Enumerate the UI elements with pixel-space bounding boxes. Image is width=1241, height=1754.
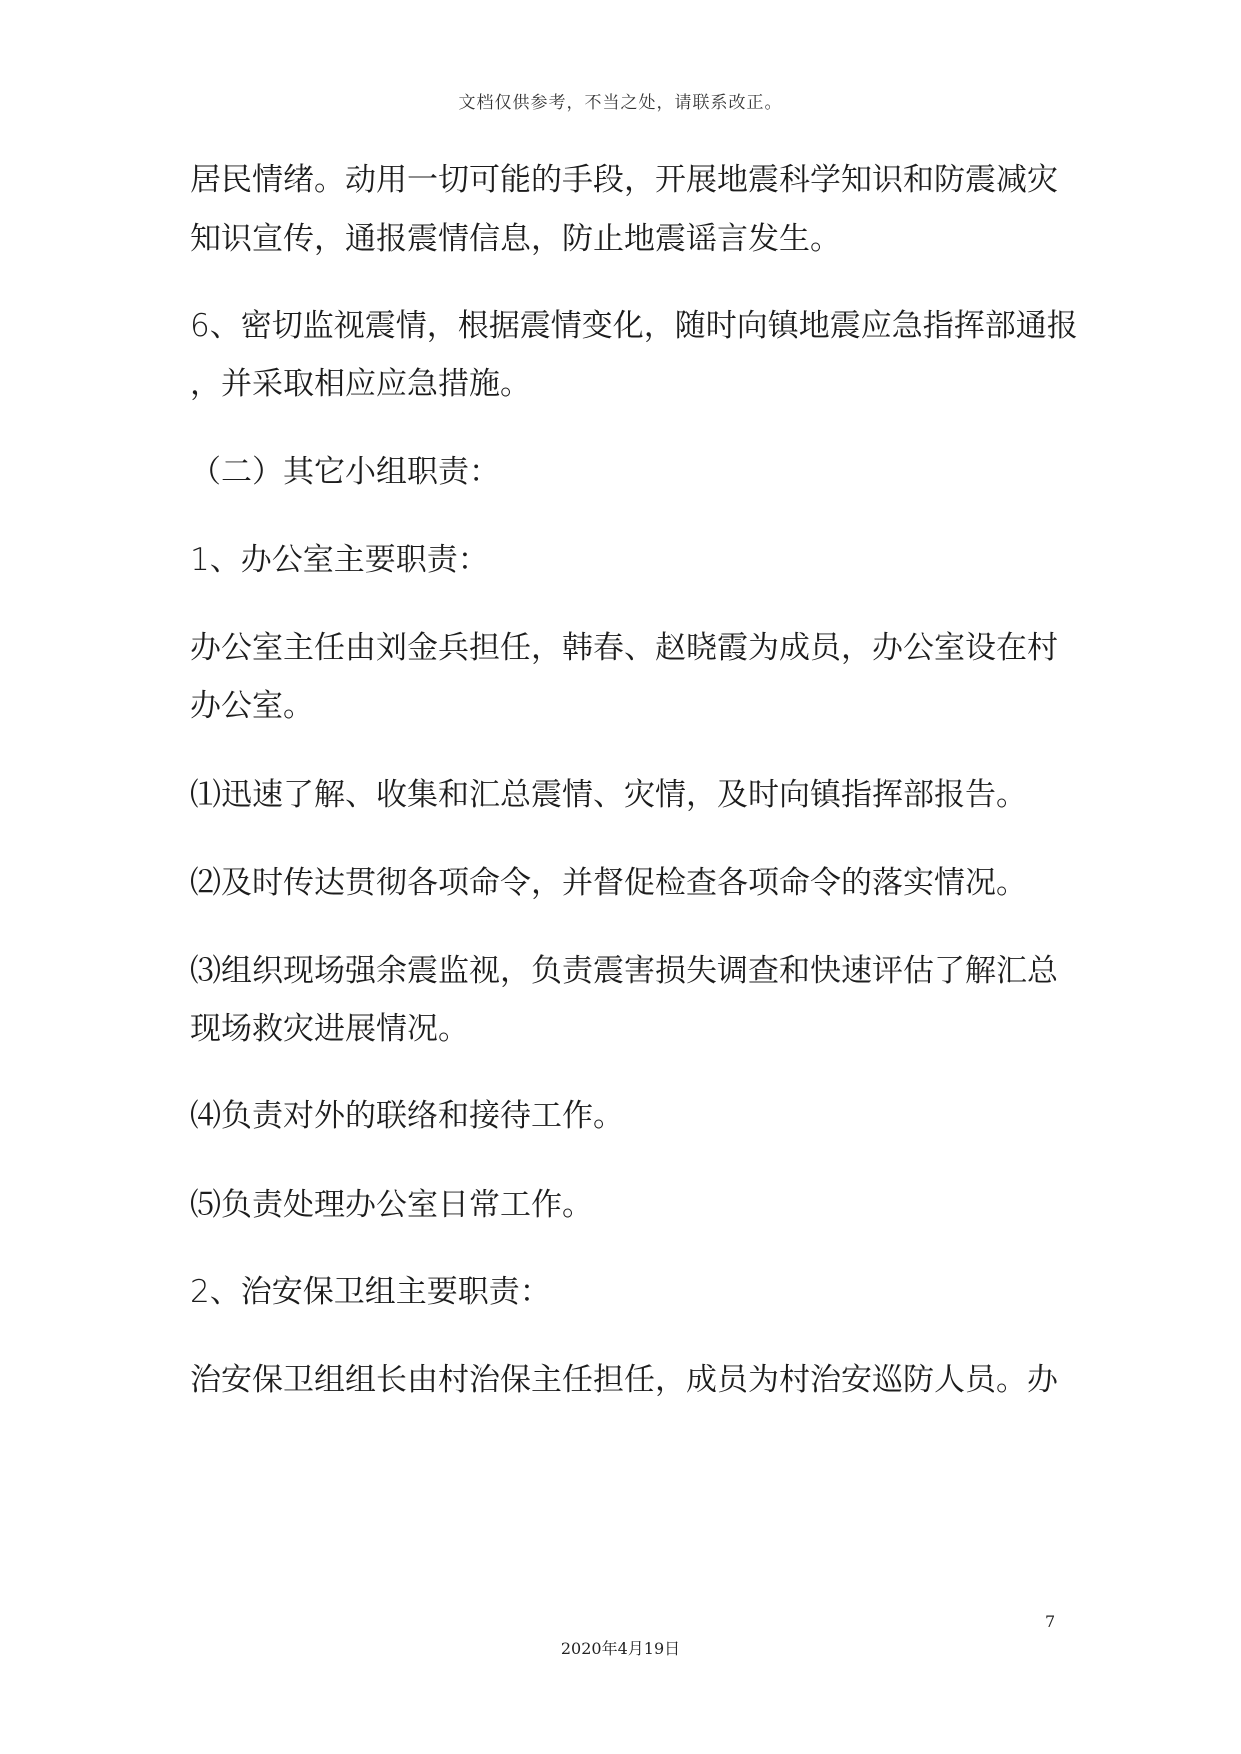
body-line: （二）其它小组职责：	[190, 454, 500, 490]
body-line: ⑸负责处理办公室日常工作。	[190, 1187, 593, 1223]
body-line: 居民情绪。动用一切可能的手段，开展地震科学知识和防震减灾	[190, 162, 1058, 198]
body-line: 1、办公室主要职责：	[190, 542, 489, 578]
body-line: 2、治安保卫组主要职责：	[190, 1274, 551, 1310]
body-line: ⑵及时传达贯彻各项命令，并督促检查各项命令的落实情况。	[190, 865, 1027, 901]
page-number: 7	[1045, 1612, 1056, 1631]
body-line: 6、密切监视震情，根据震情变化，随时向镇地震应急指挥部通报	[190, 308, 1078, 344]
header-note: 文档仅供参考，不当之处，请联系改正。	[458, 93, 783, 113]
body-line: ⑷负责对外的联络和接待工作。	[190, 1098, 624, 1134]
body-line: 办公室主任由刘金兵担任，韩春、赵晓霞为成员，办公室设在村	[190, 630, 1058, 666]
body-line: ⑶组织现场强余震监视，负责震害损失调查和快速评估了解汇总	[190, 953, 1058, 989]
body-line: 治安保卫组组长由村治保主任担任，成员为村治安巡防人员。办	[190, 1362, 1058, 1398]
body-line: 现场救灾进展情况。	[190, 1011, 469, 1047]
body-line: 知识宣传，通报震情信息，防止地震谣言发生。	[190, 221, 841, 257]
body-line: ，并采取相应应急措施。	[190, 366, 531, 402]
body-line: ⑴迅速了解、收集和汇总震情、灾情，及时向镇指挥部报告。	[190, 777, 1027, 813]
body-line: 办公室。	[190, 688, 314, 724]
footer-date: 2020年4月19日	[560, 1639, 681, 1658]
